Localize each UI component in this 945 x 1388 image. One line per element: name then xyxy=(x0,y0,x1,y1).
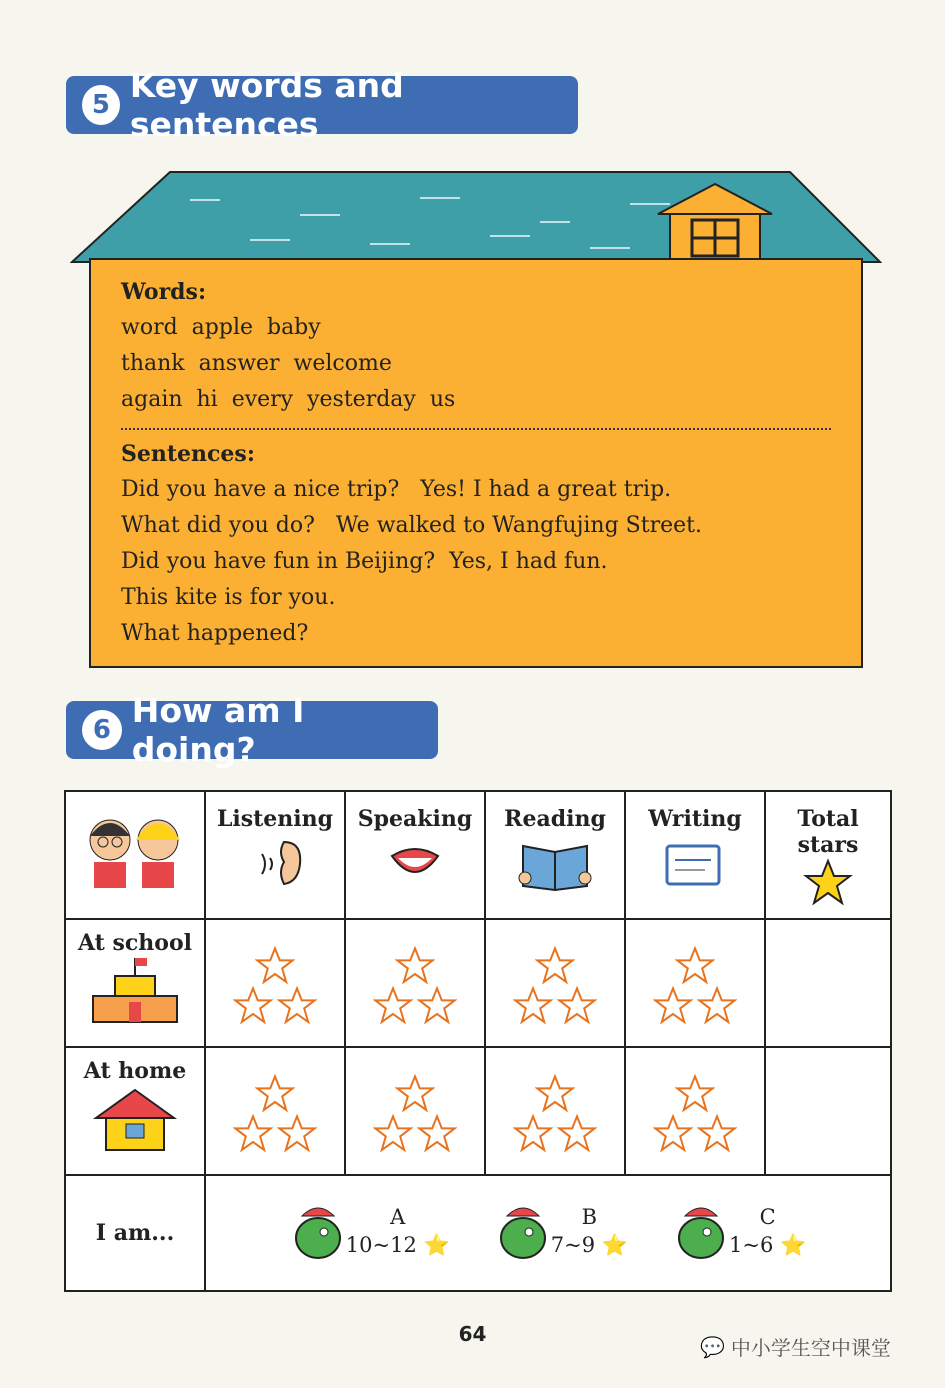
row-label: At home xyxy=(83,1058,187,1084)
key-words-board xyxy=(89,258,863,668)
wechat-icon: 💬 xyxy=(700,1334,725,1359)
header-label: Writing xyxy=(648,806,742,832)
children-cell xyxy=(65,791,205,919)
total-stars-cell[interactable] xyxy=(765,1047,891,1175)
empty-star-icon[interactable] xyxy=(675,946,715,986)
section-title: How am I doing? xyxy=(131,691,305,769)
empty-star-icon[interactable] xyxy=(557,1114,597,1154)
watermark xyxy=(700,1332,891,1361)
result-label-cell xyxy=(65,1175,205,1291)
ear-icon xyxy=(240,832,310,892)
empty-star-icon[interactable] xyxy=(653,986,693,1026)
column-header-listening xyxy=(205,791,345,919)
header-label: Total stars xyxy=(797,806,859,858)
sentence-line: What happened? xyxy=(121,621,309,646)
words-line: again hi every yesterday us xyxy=(121,387,456,412)
stars-cell[interactable] xyxy=(485,1047,625,1175)
sentence-line: This kite is for you. xyxy=(121,585,336,610)
words-heading: Words: xyxy=(121,279,207,305)
header-label: Reading xyxy=(504,806,606,832)
stars-cell[interactable] xyxy=(345,919,485,1047)
empty-star-icon[interactable] xyxy=(277,1114,317,1154)
words-line: word apple baby xyxy=(121,315,321,340)
column-header-reading xyxy=(485,791,625,919)
section-number: 5 xyxy=(82,85,120,125)
row-header-at-school xyxy=(65,919,205,1047)
empty-star-icon[interactable] xyxy=(697,1114,737,1154)
section-6-header xyxy=(66,691,438,769)
school-icon xyxy=(85,956,185,1026)
stars-cell[interactable] xyxy=(625,1047,765,1175)
grade-letter: C xyxy=(759,1205,776,1229)
words-line: thank answer welcome xyxy=(121,351,392,376)
sentences-heading: Sentences: xyxy=(121,441,255,467)
empty-star-icon[interactable] xyxy=(233,1114,273,1154)
sentence-line: What did you do? We walked to Wangfujing Street. xyxy=(121,513,702,538)
empty-star-icon[interactable] xyxy=(277,986,317,1026)
watermark-text: 中小学生空中课堂 xyxy=(730,1336,891,1360)
empty-star-icon[interactable] xyxy=(233,986,273,1026)
sentence-line: Did you have fun in Beijing? Yes, I had fun. xyxy=(121,549,608,574)
grade-range: 1~6 xyxy=(729,1233,774,1257)
empty-star-icon[interactable] xyxy=(675,1074,715,1114)
star-icon: ⭐ xyxy=(601,1233,628,1257)
house-icon xyxy=(90,1084,180,1154)
row-header-at-home xyxy=(65,1047,205,1175)
star-icon xyxy=(803,858,853,908)
section-5-header xyxy=(66,66,578,144)
empty-star-icon[interactable] xyxy=(255,1074,295,1114)
book-icon xyxy=(515,832,595,892)
dotted-divider xyxy=(121,428,831,430)
stars-cell[interactable] xyxy=(205,1047,345,1175)
mouth-icon xyxy=(380,832,450,892)
children-icon xyxy=(80,792,190,892)
grade-range: 7~9 xyxy=(550,1233,596,1257)
section-title: Key words and sentences xyxy=(129,66,404,144)
result-row xyxy=(65,1175,891,1291)
empty-star-icon[interactable] xyxy=(417,986,457,1026)
header-label: Listening xyxy=(216,806,334,832)
grades-cell xyxy=(205,1175,891,1291)
grade-a[interactable] xyxy=(290,1198,450,1264)
column-header-total-stars xyxy=(765,791,891,919)
empty-star-icon[interactable] xyxy=(373,986,413,1026)
star-icon: ⭐ xyxy=(780,1233,807,1257)
empty-star-icon[interactable] xyxy=(417,1114,457,1154)
row-label: At school xyxy=(78,930,192,956)
empty-star-icon[interactable] xyxy=(535,946,575,986)
result-label: I am... xyxy=(95,1220,175,1246)
table-header-row xyxy=(65,791,891,919)
empty-star-icon[interactable] xyxy=(557,986,597,1026)
page-number: 64 xyxy=(458,1322,487,1346)
star-icon: ⭐ xyxy=(423,1233,450,1257)
empty-star-icon[interactable] xyxy=(395,1074,435,1114)
grade-letter: A xyxy=(390,1205,406,1229)
empty-star-icon[interactable] xyxy=(513,986,553,1026)
house-roof xyxy=(70,170,882,266)
stars-cell[interactable] xyxy=(625,919,765,1047)
dinosaur-icon xyxy=(290,1198,346,1264)
header-label: Speaking xyxy=(357,806,473,832)
self-assessment-table xyxy=(64,790,892,1292)
grade-range: 10~12 xyxy=(345,1233,417,1257)
empty-star-icon[interactable] xyxy=(513,1114,553,1154)
notebook-icon xyxy=(655,832,735,892)
column-header-speaking xyxy=(345,791,485,919)
table-row xyxy=(65,919,891,1047)
grade-c[interactable] xyxy=(673,1198,806,1264)
grade-letter: B xyxy=(581,1205,598,1229)
empty-star-icon[interactable] xyxy=(373,1114,413,1154)
sentence-line: Did you have a nice trip? Yes! I had a great trip. xyxy=(121,477,672,502)
section-number: 6 xyxy=(82,710,122,750)
empty-star-icon[interactable] xyxy=(395,946,435,986)
dinosaur-icon xyxy=(673,1198,729,1264)
dinosaur-icon xyxy=(495,1198,551,1264)
grade-b[interactable] xyxy=(495,1198,628,1264)
empty-star-icon[interactable] xyxy=(697,986,737,1026)
table-row xyxy=(65,1047,891,1175)
empty-star-icon[interactable] xyxy=(255,946,295,986)
empty-star-icon[interactable] xyxy=(535,1074,575,1114)
total-stars-cell[interactable] xyxy=(765,919,891,1047)
stars-cell[interactable] xyxy=(205,919,345,1047)
stars-cell[interactable] xyxy=(485,919,625,1047)
column-header-writing xyxy=(625,791,765,919)
empty-star-icon[interactable] xyxy=(653,1114,693,1154)
stars-cell[interactable] xyxy=(345,1047,485,1175)
